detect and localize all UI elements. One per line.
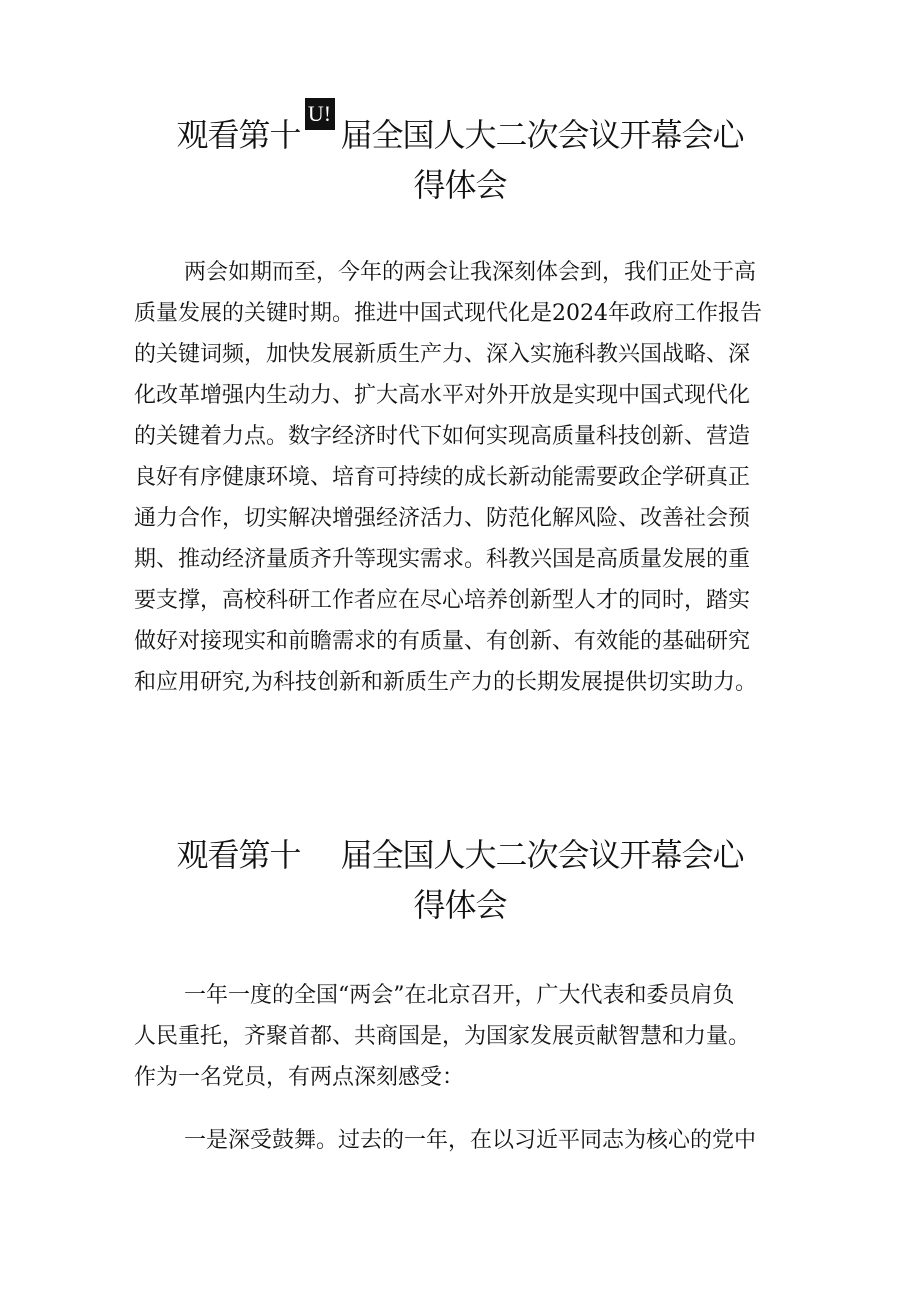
paragraph-line: 作为一名党员，有两点深刻感受： — [134, 1065, 465, 1090]
stamp-glyph — [301, 101, 341, 148]
paragraph-line: 和应用研究,为科技创新和新质生产力的长期发展提供切实助力。 — [134, 670, 757, 695]
paragraph-line: 期、推动经济量质齐升等现实需求。科教兴国是高质量发展的重 — [134, 547, 751, 572]
paragraph-line: 化改革增强内生动力、扩大高水平对外开放是实现中国式现代化 — [134, 383, 751, 408]
section1-title-part1: 观看第十 — [176, 116, 301, 154]
paragraph-line: 良好有序健康环境、培育可持续的成长新动能需要政企学研真正 — [134, 465, 751, 490]
paragraph-line: 的关键词频，加快发展新质生产力、深入实施科教兴国战略、深 — [134, 342, 751, 367]
section1-title-line2: 得体会 — [413, 166, 507, 204]
paragraph-line: 人民重托，齐聚首都、共商国是，为国家发展贡献智慧和力量。 — [134, 1024, 751, 1049]
paragraph-line: 通力合作，切实解决增强经济活力、防范化解风险、改善社会预 — [134, 506, 751, 531]
section2-title-line2: 得体会 — [413, 886, 507, 924]
section1-title-part2: 届全国人大二次会议开幕会心 — [340, 116, 744, 154]
section2-paragraph — [134, 975, 794, 1098]
paragraph-line: 做好对接现实和前瞻需求的有质量、有创新、有效能的基础研究 — [134, 629, 751, 654]
paragraph-line: 一是深受鼓舞。过去的一年，在以习近平同志为核心的党中 — [184, 1128, 757, 1153]
paragraph-line: 两会如期而至，今年的两会让我深刻体会到，我们正处于高 — [184, 260, 757, 285]
paragraph-line: 要支撑，高校科研工作者应在尽心培养创新型人才的同时，踏实 — [134, 588, 751, 613]
section2-paragraph-2 — [134, 1120, 794, 1161]
paragraph-line: 一年一度的全国“两会”在北京召开，广大代表和委员肩负 — [184, 983, 735, 1008]
section2-title-part2: 届全国人大二次会议开幕会心 — [340, 836, 744, 874]
paragraph-line: 的关键着力点。数字经济时代下如何实现高质量科技创新、营造 — [134, 424, 751, 449]
paragraph-line: 质量发展的关键时期。推进中国式现代化是2024年政府工作报告 — [134, 301, 762, 326]
section1-paragraph — [134, 252, 794, 703]
section1-title-stamp: U! — [305, 98, 335, 130]
section2-title — [130, 830, 790, 930]
section2-title-part1: 观看第十 — [176, 836, 301, 874]
section1-title — [130, 101, 790, 210]
